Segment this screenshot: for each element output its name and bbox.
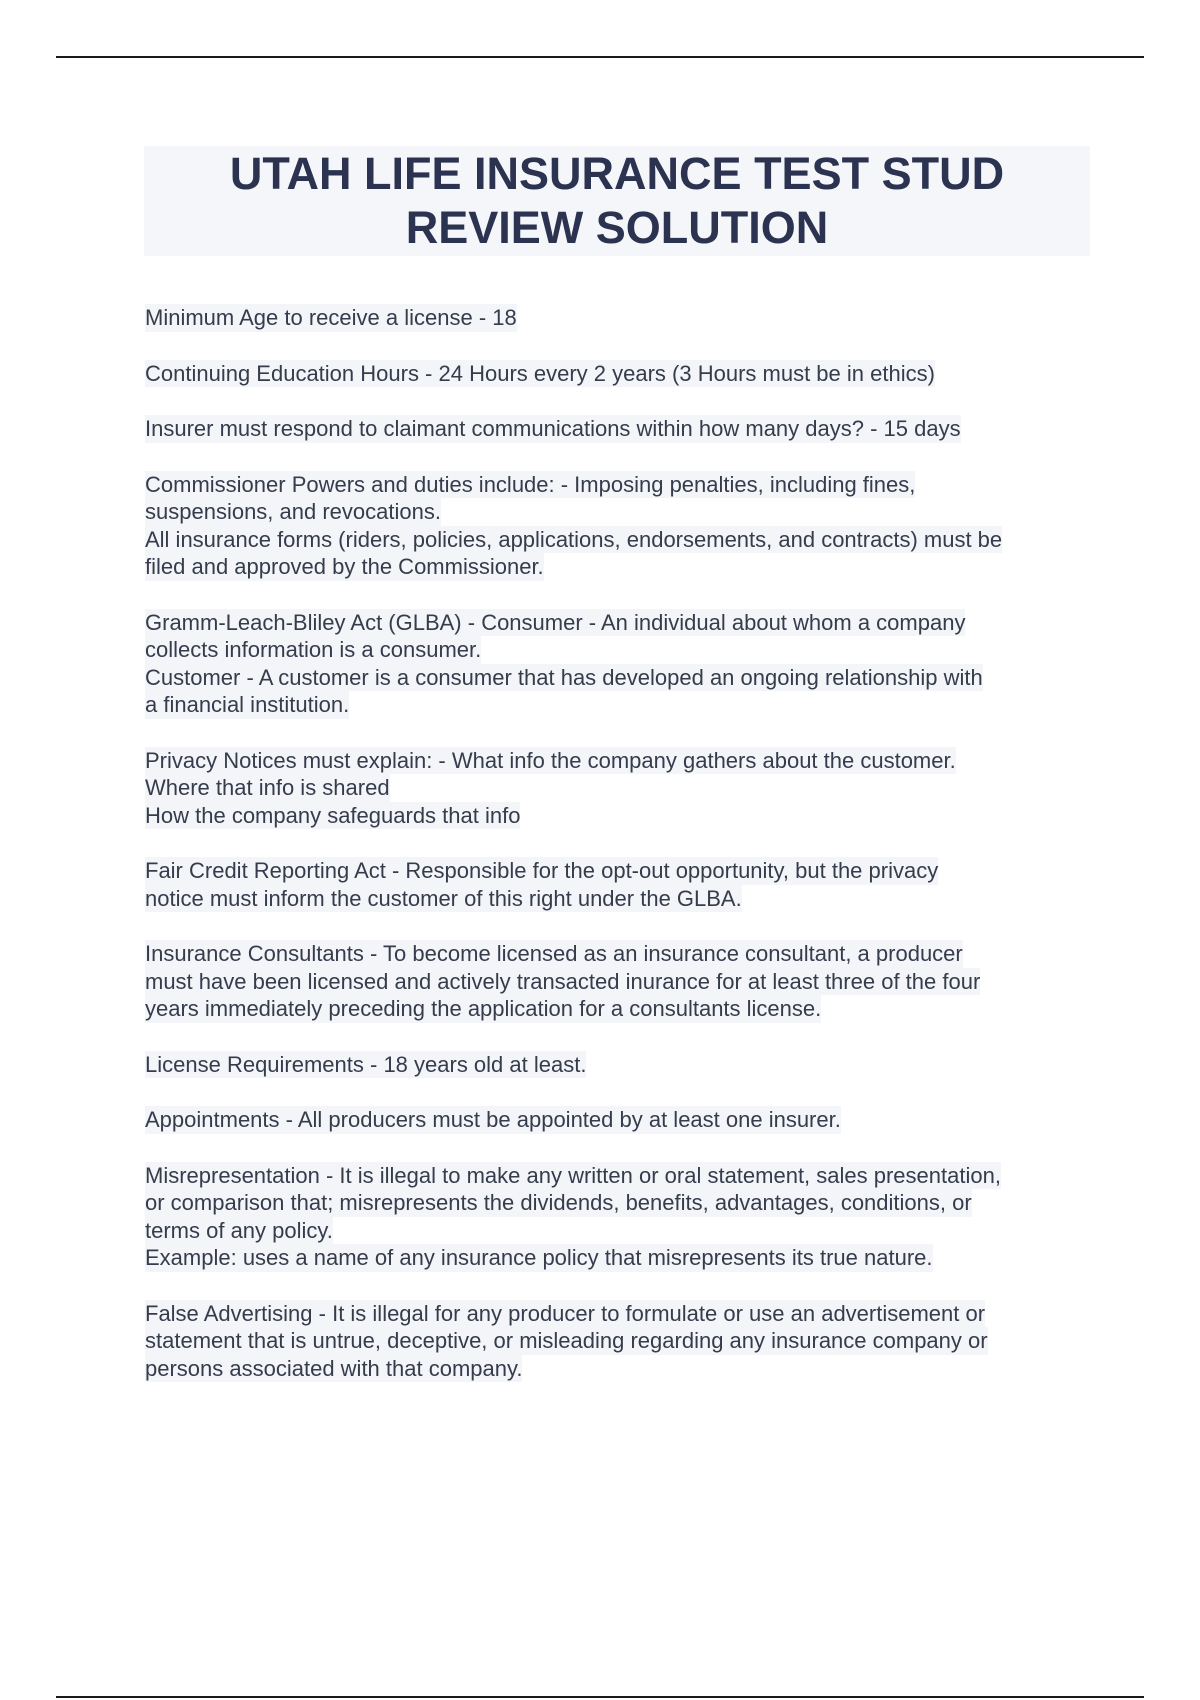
title-banner <box>144 146 1090 256</box>
entry-text-line: a financial institution. <box>145 692 350 717</box>
entry-text-line: Misrepresentation - It is illegal to make any written or oral statement, sales presentation, <box>145 1162 1001 1188</box>
entry-text-line: False Advertising - It is illegal for any producer to formulate or use an advertisement or <box>145 1300 986 1326</box>
entry-text-line: Insurance Consultants - To become licensed as an insurance consultant, a producer <box>145 941 963 966</box>
entry-text-line: Fair Credit Reporting Act - Responsible for the opt-out opportunity, but the privacy <box>145 858 939 883</box>
study-entry <box>145 747 1095 830</box>
study-entry <box>145 471 1095 581</box>
entry-text-line: Privacy Notices must explain: - What info the company gathers about the customer. <box>145 747 956 773</box>
entry-text-line: persons associated with that company. <box>145 1355 523 1381</box>
entry-text-line: terms of any policy. <box>145 1217 333 1243</box>
document-title <box>230 147 1004 255</box>
study-entry <box>145 1051 1095 1079</box>
entry-text-line: All insurance forms (riders, policies, applications, endorsements, and contracts) must be <box>145 526 1003 552</box>
entry-text-line: Insurer must respond to claimant communications within how many days? - 15 days <box>145 416 961 441</box>
entry-text-line: How the company safeguards that info <box>145 802 521 828</box>
study-entry <box>145 304 1095 332</box>
entry-text-line: Appointments - All producers must be appointed by at least one insurer. <box>145 1107 841 1132</box>
study-entries <box>145 304 1095 1410</box>
study-entry <box>145 415 1095 443</box>
entry-text-line: or comparison that; misrepresents the dividends, benefits, advantages, conditions, or <box>145 1190 972 1215</box>
entry-text-line: Minimum Age to receive a license - 18 <box>145 305 517 330</box>
entry-text-line: statement that is untrue, deceptive, or misleading regarding any insurance company or <box>145 1328 988 1353</box>
study-entry <box>145 609 1095 719</box>
study-entry <box>145 1106 1095 1134</box>
title-line-1: UTAH LIFE INSURANCE TEST STUD <box>229 148 1005 199</box>
study-entry <box>145 360 1095 388</box>
entry-text-line: filed and approved by the Commissioner. <box>145 554 544 579</box>
entry-text-line: Example: uses a name of any insurance policy that misrepresents its true nature. <box>145 1245 933 1270</box>
entry-text-line: must have been licensed and actively transacted inurance for at least three of the four <box>145 968 981 994</box>
top-rule <box>56 56 1144 58</box>
entry-text-line: suspensions, and revocations. <box>145 499 441 524</box>
entry-text-line: License Requirements - 18 years old at least. <box>145 1051 587 1077</box>
entry-text-line: Customer - A customer is a consumer that has developed an ongoing relationship with <box>145 664 983 690</box>
study-entry <box>145 1300 1095 1383</box>
entry-text-line: Where that info is shared <box>145 775 390 800</box>
entry-text-line: notice must inform the customer of this right under the GLBA. <box>145 885 742 911</box>
study-entry <box>145 857 1095 912</box>
study-entry <box>145 940 1095 1023</box>
study-entry <box>145 1162 1095 1272</box>
entry-text-line: collects information is a consumer. <box>145 637 482 662</box>
entry-text-line: Gramm-Leach-Bliley Act (GLBA) - Consumer - An individual about whom a company <box>145 609 966 635</box>
entry-text-line: Continuing Education Hours - 24 Hours every 2 years (3 Hours must be in ethics) <box>145 360 935 386</box>
entry-text-line: Commissioner Powers and duties include: - Imposing penalties, including fines, <box>145 471 916 497</box>
title-line-2: REVIEW SOLUTION <box>405 202 829 253</box>
entry-text-line: years immediately preceding the application for a consultants license. <box>145 996 822 1021</box>
bottom-rule <box>56 1696 1144 1698</box>
